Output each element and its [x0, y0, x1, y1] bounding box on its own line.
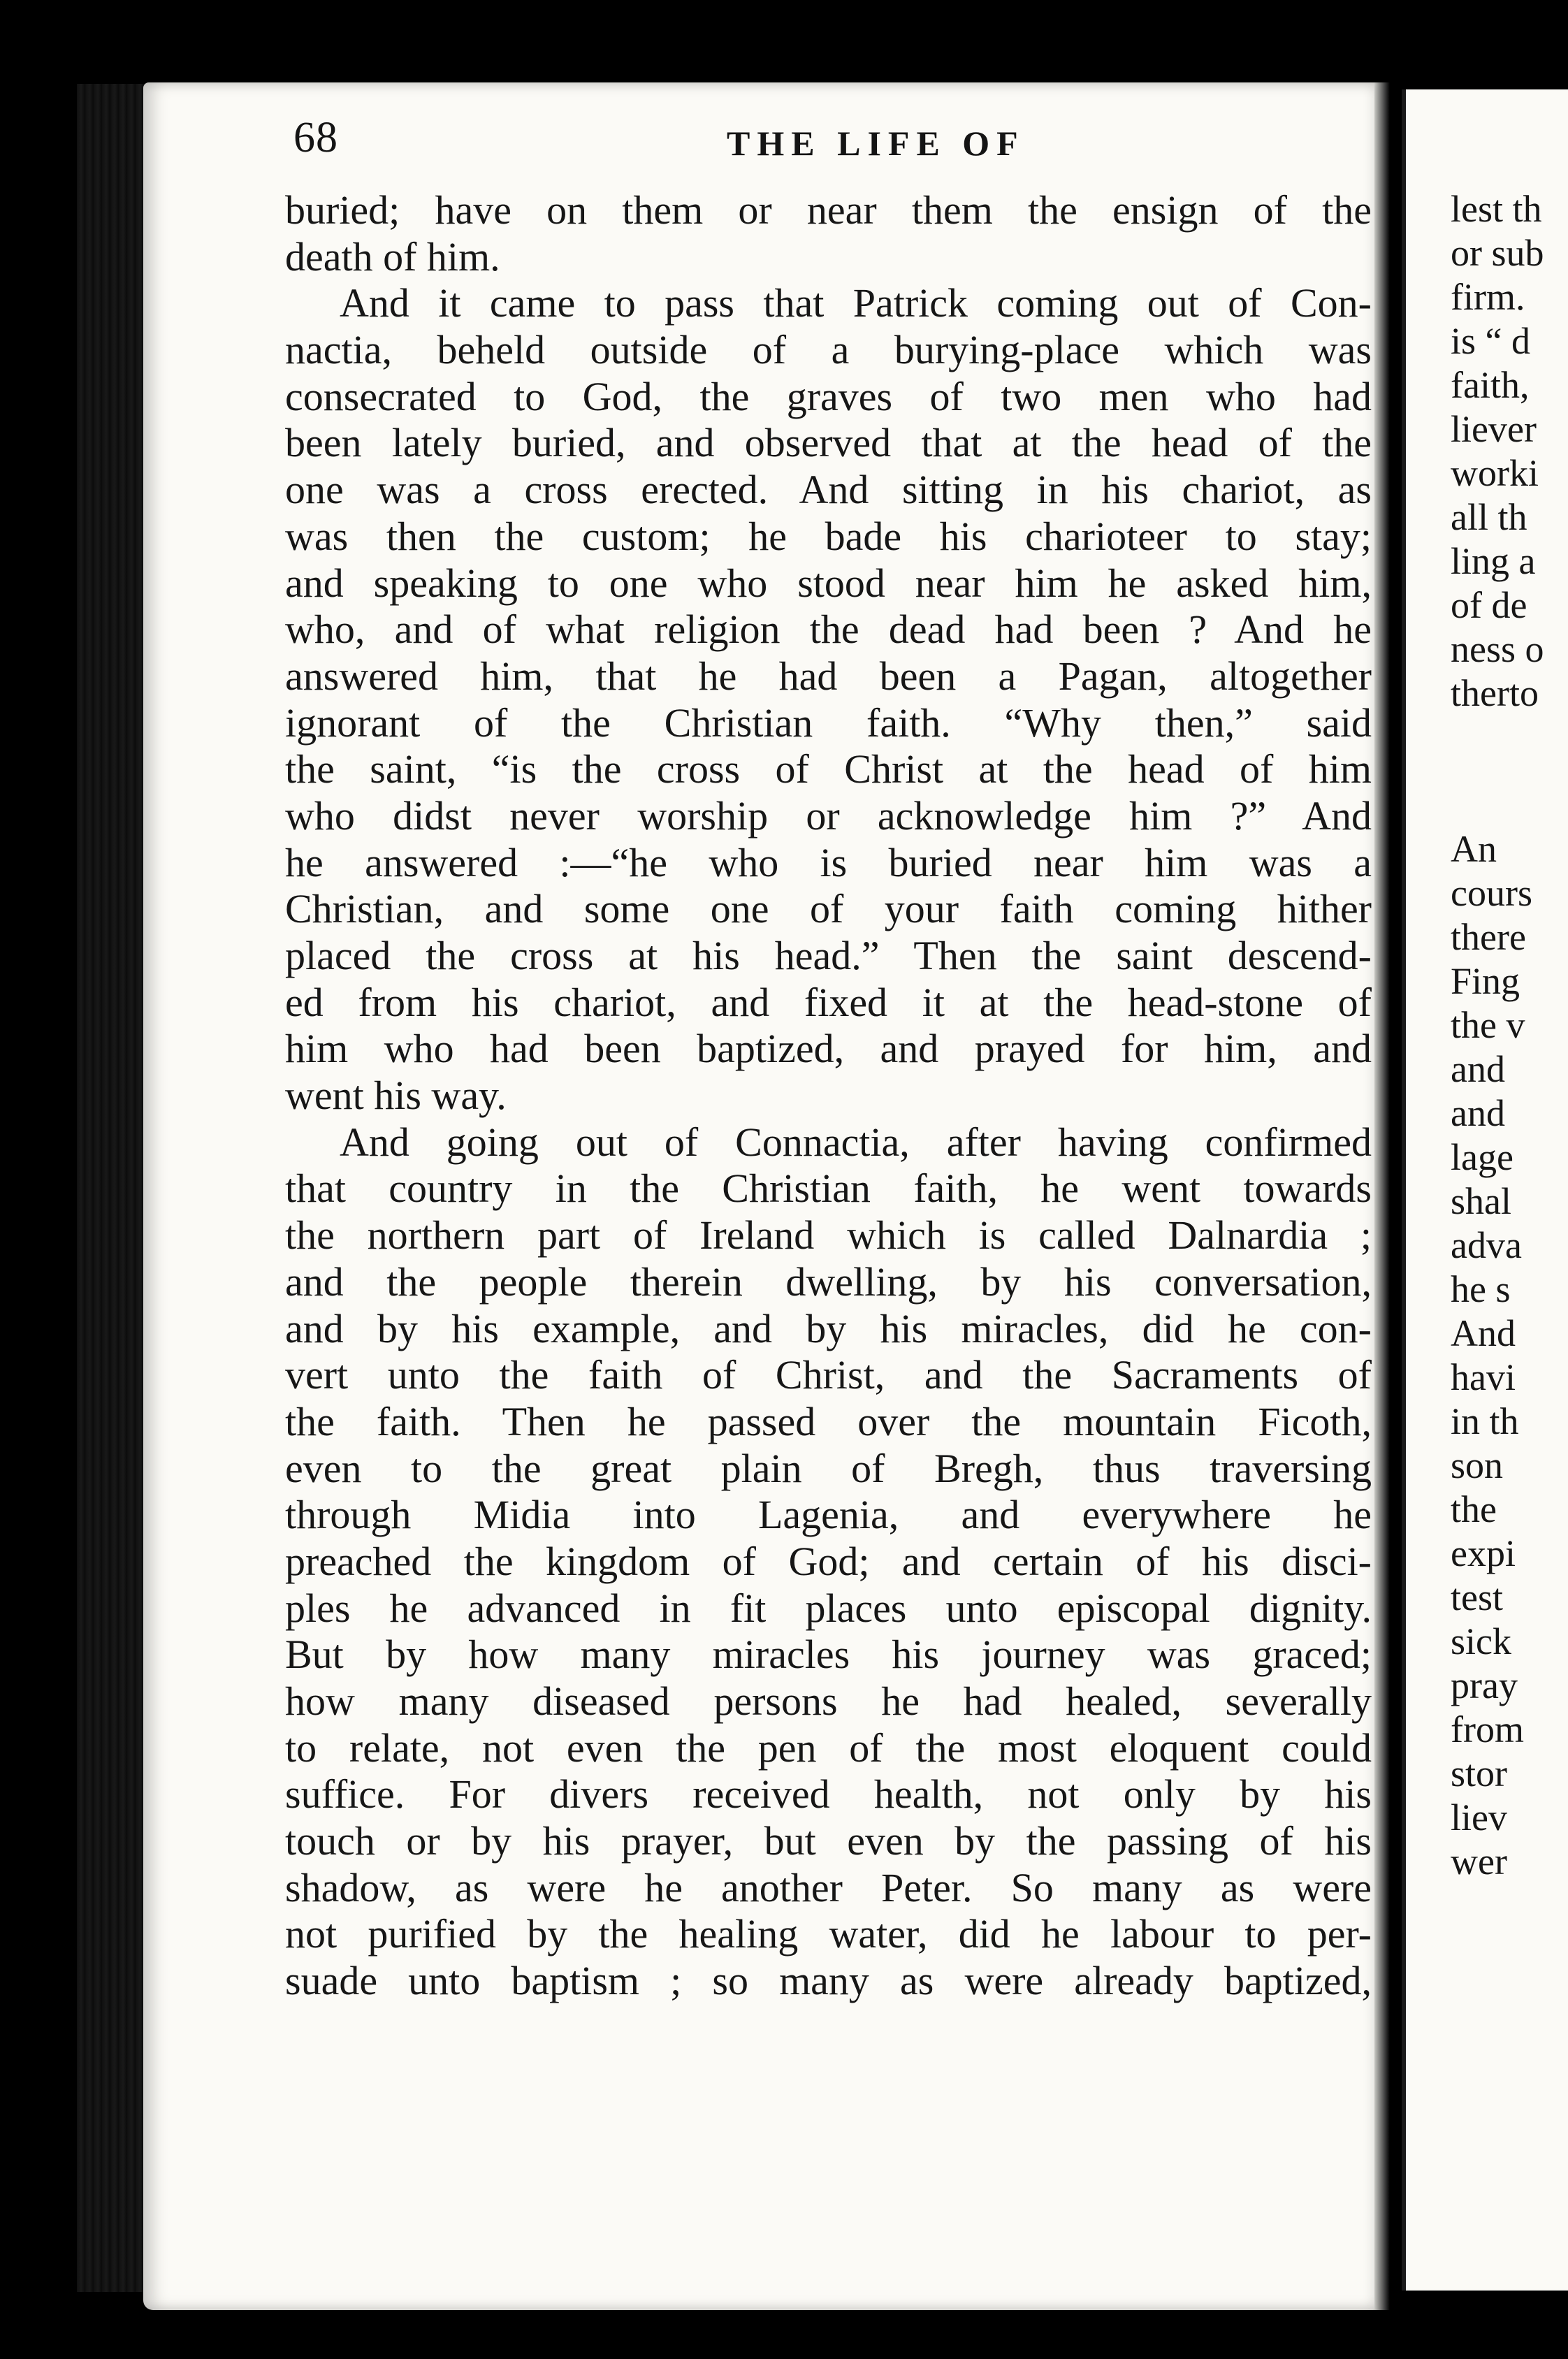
text-line: he answered :—“he who is buried near him was a [285, 839, 1372, 885]
right-page-text [1451, 187, 1568, 1884]
text-line: the faith. Then he passed over the mountain Ficoth, [285, 1398, 1372, 1444]
right-page-line: in th [1451, 1400, 1519, 1442]
spacer [1451, 716, 1568, 827]
text-line: suade unto baptism ; so many as were already baptized, [285, 1958, 1372, 2004]
right-page-line: the [1451, 1488, 1497, 1530]
text-line: vert unto the faith of Christ, and the Sacraments of [285, 1352, 1372, 1398]
text-line: the saint, “is the cross of Christ at the head of him [285, 746, 1372, 792]
text-line: the northern part of Ireland which is called Dalnardia ; [285, 1212, 1372, 1258]
right-page-line: Fing [1451, 960, 1520, 1002]
text-line: to relate, not even the pen of the most eloquent could [285, 1725, 1372, 1771]
right-page-line: son [1451, 1444, 1504, 1486]
text-line: not purified by the healing water, did he labour to per- [285, 1911, 1372, 1957]
right-page-line: he s [1451, 1268, 1511, 1310]
right-page-line: shal [1451, 1180, 1511, 1222]
text-line: consecrated to God, the graves of two men who had [285, 373, 1372, 419]
text-line: nactia, beheld outside of a burying-place which was [285, 327, 1372, 373]
right-page-line: from [1451, 1708, 1524, 1750]
text-line: placed the cross at his head.” Then the saint descend- [285, 933, 1372, 978]
text-line: touch or by his prayer, but even by the passing of his [285, 1818, 1372, 1864]
running-title: THE LIFE OF [727, 124, 1025, 163]
text-line: And going out of Connactia, after having confirmed [340, 1119, 1372, 1165]
page-number: 68 [293, 114, 338, 161]
right-page-line: adva [1451, 1224, 1522, 1266]
right-page-line: stor [1451, 1752, 1507, 1794]
text-line: buried; have on them or near them the ensign of the [285, 187, 1372, 233]
right-page-line: liever [1451, 408, 1537, 450]
text-line: even to the great plain of Bregh, thus traversing [285, 1445, 1372, 1491]
right-page-line: ling a [1451, 540, 1536, 582]
text-line: who didst never worship or acknowledge him ?” And [285, 792, 1372, 839]
right-page-line: pray [1451, 1664, 1518, 1706]
book-edge-shadow [77, 84, 154, 2292]
text-line: But by how many miracles his journey was graced; [285, 1632, 1372, 1678]
text-line: preached the kingdom of God; and certain of his disci- [285, 1538, 1372, 1584]
right-page-line: or sub [1451, 232, 1544, 274]
text-line: answered him, that he had been a Pagan, altogether [285, 653, 1372, 699]
right-page-line: of de [1451, 584, 1527, 626]
right-page-line: sick [1451, 1620, 1511, 1662]
text-line: how many diseased persons he had healed, severally [285, 1678, 1372, 1724]
right-page-line: and [1451, 1092, 1505, 1134]
right-page-line: and [1451, 1048, 1505, 1090]
right-page-line: cours [1451, 872, 1532, 914]
text-line: ed from his chariot, and fixed it at the head-stone of [285, 979, 1372, 1025]
text-line: through Midia into Lagenia, and everywhere he [285, 1492, 1372, 1538]
text-line: shadow, as were he another Peter. So many as were [285, 1864, 1372, 1910]
right-page-line: ness o [1451, 628, 1544, 670]
text-line: and by his example, and by his miracles, did he con- [285, 1305, 1372, 1351]
right-page-line: firm. [1451, 276, 1525, 318]
text-line: And it came to pass that Patrick coming out of Con- [340, 280, 1372, 326]
right-page-line: lage [1451, 1136, 1513, 1178]
text-line: ignorant of the Christian faith. “Why then,” said [285, 699, 1372, 746]
text-line: that country in the Christian faith, he went towards [285, 1166, 1372, 1212]
right-page-line: wer [1451, 1841, 1507, 1882]
text-line: suffice. For divers received health, not only by his [285, 1771, 1372, 1817]
text-line: ples he advanced in fit places unto episcopal dignity. [285, 1585, 1372, 1631]
text-line: and the people therein dwelling, by his conversation, [285, 1258, 1372, 1305]
text-line: and speaking to one who stood near him he asked him, [285, 560, 1372, 606]
right-page-line: lest th [1451, 188, 1542, 230]
right-page-line: test [1451, 1576, 1503, 1618]
right-page-line: there [1451, 916, 1526, 958]
right-page-line: havi [1451, 1356, 1516, 1398]
right-page-line: liev [1451, 1797, 1507, 1838]
right-page-line: expi [1451, 1532, 1516, 1574]
right-page-line: all th [1451, 496, 1527, 538]
text-line: him who had been baptized, and prayed for him, and [285, 1026, 1372, 1072]
text-line: was then the custom; he bade his charioteer to stay; [285, 513, 1372, 559]
text-line: been lately buried, and observed that at the head of the [285, 420, 1372, 466]
text-line: who, and of what religion the dead had been ? And he [285, 607, 1372, 653]
body-text [285, 187, 1372, 2005]
right-page-line: is “ d [1451, 320, 1530, 362]
text-line: Christian, and some one of your faith coming hither [285, 886, 1372, 932]
right-page-line: therto [1451, 672, 1539, 714]
right-page-line: faith, [1451, 364, 1530, 406]
right-page-line: worki [1451, 452, 1539, 494]
right-page-line: the v [1451, 1004, 1525, 1046]
text-line: one was a cross erected. And sitting in his chariot, as [285, 467, 1372, 513]
text-line: went his way. [285, 1073, 507, 1119]
right-page-line: And [1451, 1312, 1516, 1354]
text-line: death of him. [285, 233, 500, 280]
right-page-line: An [1451, 828, 1497, 870]
